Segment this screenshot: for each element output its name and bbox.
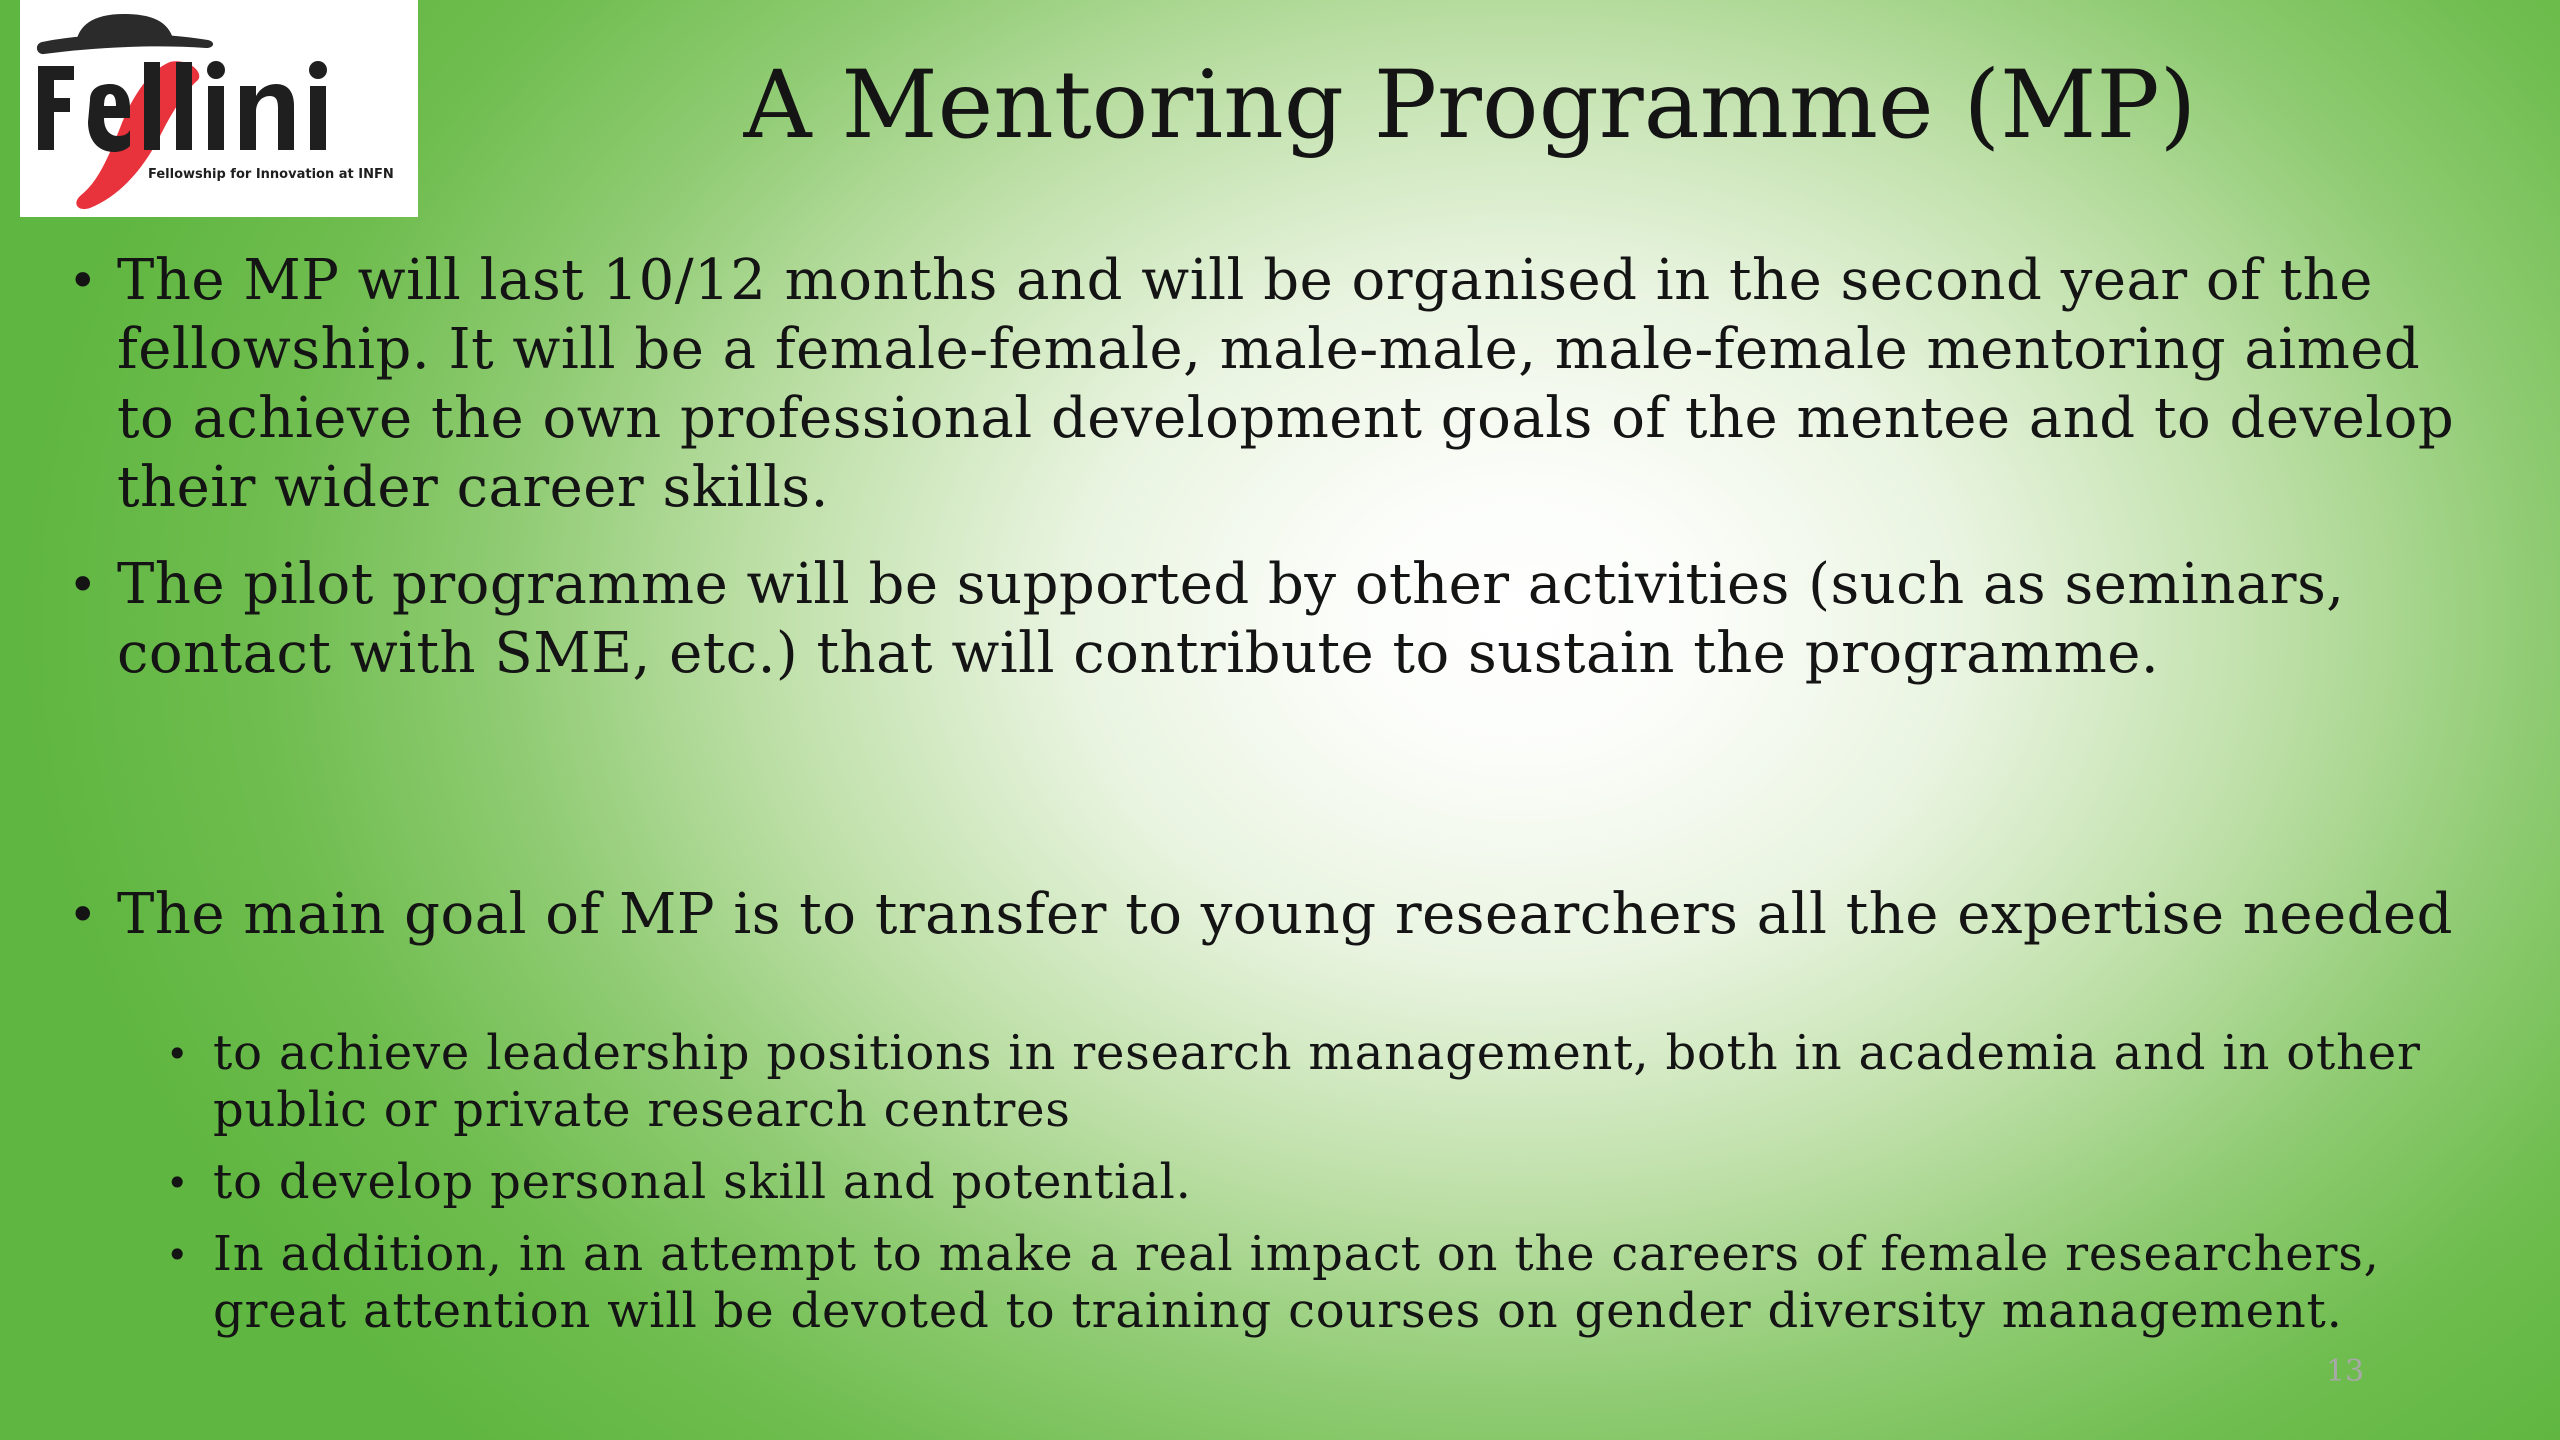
slide-title: A Mentoring Programme (MP) xyxy=(743,51,2197,160)
sub-bullet-marker: • xyxy=(166,1233,189,1277)
page-number: 13 xyxy=(2325,1354,2365,1389)
sub-bullet-marker: • xyxy=(166,1032,189,1076)
logo-tagline-text: Fellowship for Innovation at INFN xyxy=(148,167,394,182)
sub-bullet-marker: • xyxy=(166,1161,189,1205)
sub-bullet-item xyxy=(166,1025,2466,1139)
bullet-marker: • xyxy=(68,886,98,944)
bullet-text: The main goal of MP is to transfer to young researchers all the expertise needed xyxy=(117,882,2453,947)
fellini-logo-graphic xyxy=(20,0,418,217)
bullet-marker: • xyxy=(68,252,98,310)
fellini-logo xyxy=(20,0,418,217)
bullet-marker: • xyxy=(68,556,98,614)
sub-bullet-text: to achieve leadership positions in research management, both in academia and in other public or private research centres xyxy=(213,1025,2421,1138)
sub-bullet-item xyxy=(166,1226,2466,1340)
logo-wordmark-letters xyxy=(38,61,327,152)
bullet-item xyxy=(68,246,2468,522)
bullet-text: The MP will last 10/12 months and will be organised in the second year of the fellowship. It will be a female-female, male-male, male-female mentoring aimed to achieve the own professional development goals of the mentee and to develop their wider career skills. xyxy=(117,248,2455,520)
bullet-list xyxy=(0,240,2560,1360)
sub-bullet-item xyxy=(166,1154,2466,1211)
sub-bullet-text: In addition, in an attempt to make a real impact on the careers of female researchers, great attention will be devoted to training courses on gender diversity management. xyxy=(213,1226,2380,1339)
sub-bullet-text: to develop personal skill and potential. xyxy=(213,1154,1192,1210)
bullet-item xyxy=(68,550,2468,688)
bullet-text: The pilot programme will be supported by other activities (such as seminars, contact with SME, etc.) that will contribute to sustain the programme. xyxy=(117,552,2345,686)
bullet-item xyxy=(68,880,2468,949)
